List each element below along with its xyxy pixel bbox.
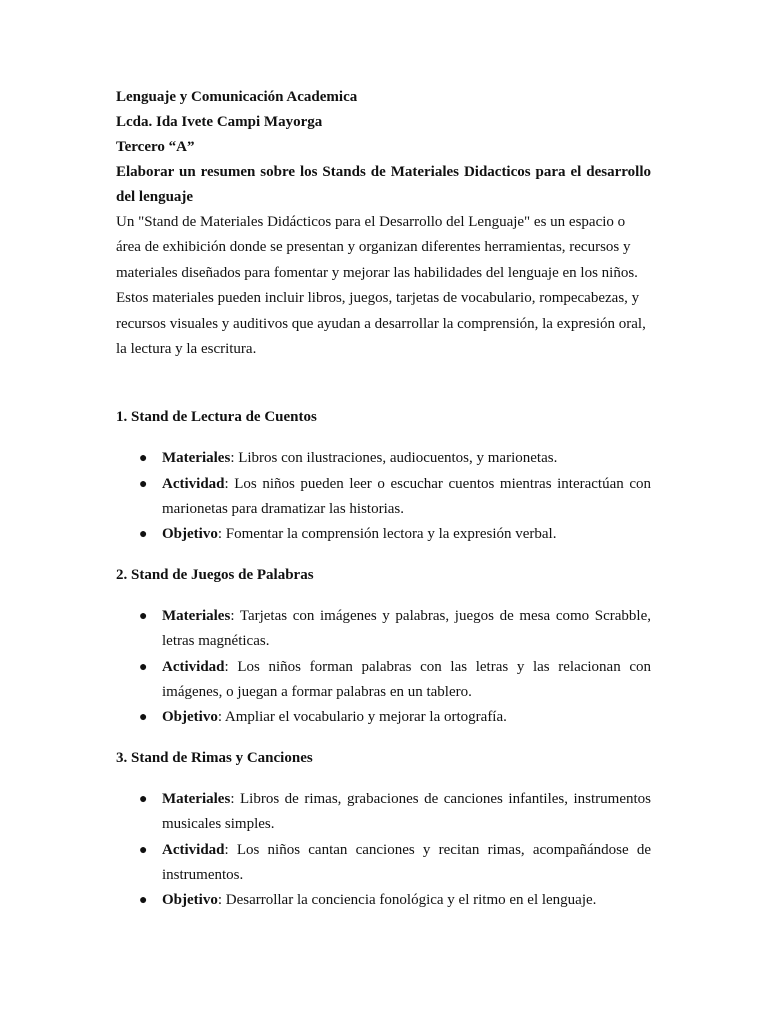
- bullet-icon: ●: [139, 792, 148, 808]
- list-item: [116, 522, 651, 547]
- item-label: Materiales: [162, 791, 231, 808]
- bullet-icon: ●: [139, 476, 148, 492]
- intro-paragraph: Un "Stand de Materiales Didácticos para el Desarrollo del Lenguaje" es un espacio o área de exhibición donde se presentan y organizan diferentes herramientas, recursos y materiales diseñados para fomentar y mejorar las habilidades del lenguaje en los niños. Estos materiales pueden incluir libros, juegos, tarjetas de vocabulario, rompecabezas, y recursos visuales y auditivos que ayudan a desarrollar la comprensión, la expresión oral, la lectura y la escritura.: [116, 214, 646, 358]
- bullet-icon: ●: [139, 893, 148, 909]
- item-label: Objetivo: [162, 709, 218, 726]
- section-list: [116, 787, 651, 913]
- list-item: [116, 472, 651, 522]
- bullet-icon: ●: [139, 842, 148, 858]
- list-item: [116, 655, 651, 705]
- item-text: : Desarrollar la conciencia fonológica y el ritmo en el lenguaje.: [217, 892, 597, 909]
- teacher-name: Lcda. Ida Ivete Campi Mayorga: [116, 114, 323, 130]
- item-label: Actividad: [162, 658, 225, 675]
- item-text: : Fomentar la comprensión lectora y la expresión verbal.: [217, 526, 557, 543]
- list-item: [116, 604, 651, 654]
- grade-label: Tercero “A”: [116, 139, 195, 155]
- list-item: [116, 838, 651, 888]
- course-title: Lenguaje y Comunicación Academica: [116, 89, 358, 105]
- item-label: Objetivo: [162, 892, 218, 909]
- item-label: Materiales: [162, 450, 231, 467]
- item-label: Objetivo: [162, 526, 218, 543]
- bullet-icon: ●: [139, 609, 148, 625]
- item-text: : Tarjetas con imágenes y palabras, juegos de mesa como Scrabble, letras magnéticas.: [162, 608, 651, 650]
- list-item: [116, 446, 651, 471]
- bullet-icon: ●: [139, 527, 148, 543]
- assignment-title: Elaborar un resumen sobre los Stands de Materiales Didacticos para el desarrollo del lenguaje: [116, 164, 651, 205]
- item-text: : Los niños pueden leer o escuchar cuentos mientras interactúan con marionetas para dramatizar las historias.: [162, 475, 651, 517]
- section-title: 3. Stand de Rimas y Canciones: [116, 750, 313, 767]
- section-title: 1. Stand de Lectura de Cuentos: [116, 409, 317, 426]
- item-text: : Ampliar el vocabulario y mejorar la ortografía.: [217, 709, 507, 726]
- item-text: : Libros de rimas, grabaciones de canciones infantiles, instrumentos musicales simples.: [162, 791, 651, 833]
- bullet-icon: ●: [139, 710, 148, 726]
- item-label: Actividad: [162, 841, 225, 858]
- item-text: : Los niños cantan canciones y recitan rimas, acompañándose de instrumentos.: [162, 841, 651, 883]
- item-text: : Los niños forman palabras con las letras y las relacionan con imágenes, o juegan a formar palabras en un tablero.: [162, 658, 651, 700]
- list-item: [116, 787, 651, 837]
- item-text: : Libros con ilustraciones, audiocuentos, y marionetas.: [230, 450, 558, 467]
- section-title: 2. Stand de Juegos de Palabras: [116, 567, 314, 584]
- list-item: [116, 888, 651, 913]
- bullet-icon: ●: [139, 451, 148, 467]
- section-list: [116, 446, 651, 547]
- item-label: Materiales: [162, 608, 231, 625]
- section-list: [116, 604, 651, 730]
- document-body: [116, 85, 651, 913]
- list-item: [116, 705, 651, 730]
- bullet-icon: ●: [139, 659, 148, 675]
- item-label: Actividad: [162, 475, 225, 492]
